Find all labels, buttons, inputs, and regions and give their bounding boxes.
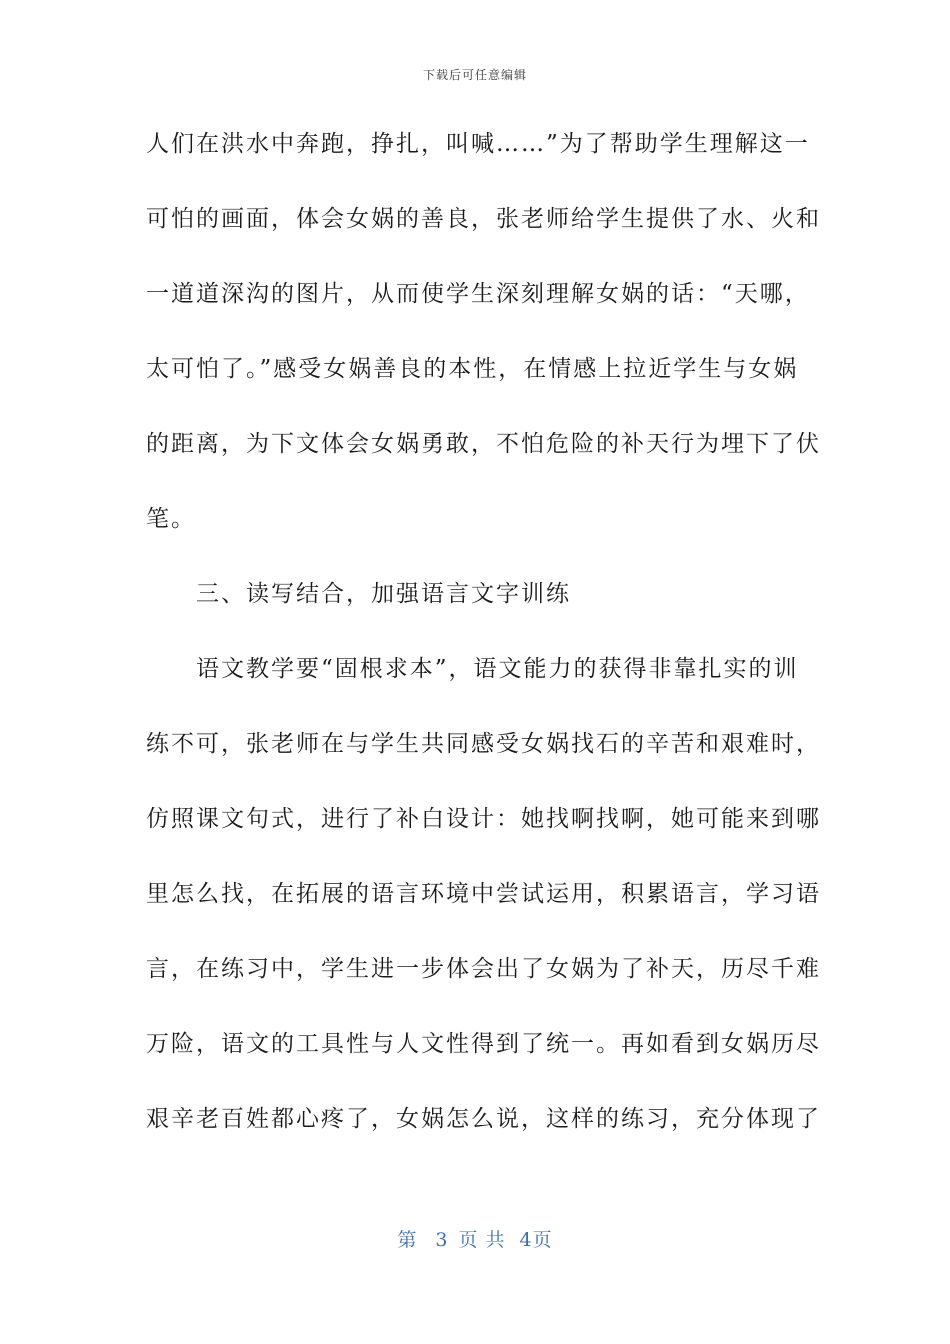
text-line: 笔。 — [146, 506, 196, 532]
text-line: 一道道深沟的图片，从而使学生深刻理解女娲的话：“天哪， — [146, 281, 810, 307]
text-line: 言，在练习中，学生进一步体会出了女娲为了补天，历尽千难 — [146, 956, 821, 982]
text-line: 语文教学要“固根求本”，语文能力的获得非靠扎实的训 — [146, 656, 799, 682]
text-line: 人们在洪水中奔跑，挣扎，叫喊……”为了帮助学生理解这一 — [146, 131, 810, 157]
text-line: 万险，语文的工具性与人文性得到了统一。再如看到女娲历尽 — [146, 1031, 821, 1057]
page-footer — [0, 1225, 950, 1252]
document-body — [146, 112, 821, 1162]
text-line: 可怕的画面，体会女娲的善良，张老师给学生提供了水、火和 — [146, 206, 821, 232]
text-line: 艰辛老百姓都心疼了，女娲怎么说，这样的练习，充分体现了 — [146, 1106, 821, 1132]
text-line: 练不可，张老师在与学生共同感受女娲找石的辛苦和艰难时， — [146, 731, 821, 757]
page-header: 下载后可任意编辑 — [422, 68, 527, 82]
footer-total-pages: 4页 — [519, 1229, 553, 1251]
footer-middle: 页 共 — [458, 1229, 506, 1251]
section-heading: 三、读写结合，加强语言文字训练 — [146, 581, 571, 607]
footer-prefix: 第 — [397, 1229, 418, 1251]
text-line: 的距离，为下文体会女娲勇敢，不怕危险的补天行为埋下了伏 — [146, 431, 821, 457]
text-line: 太可怕了。”感受女娲善良的本性，在情感上拉近学生与女娲 — [146, 356, 799, 382]
footer-page-number: 3 — [435, 1229, 449, 1251]
text-line: 里怎么找，在拓展的语言环境中尝试运用，积累语言，学习语 — [146, 881, 821, 907]
text-line: 仿照课文句式，进行了补白设计：她找啊找啊，她可能来到哪 — [146, 806, 821, 832]
